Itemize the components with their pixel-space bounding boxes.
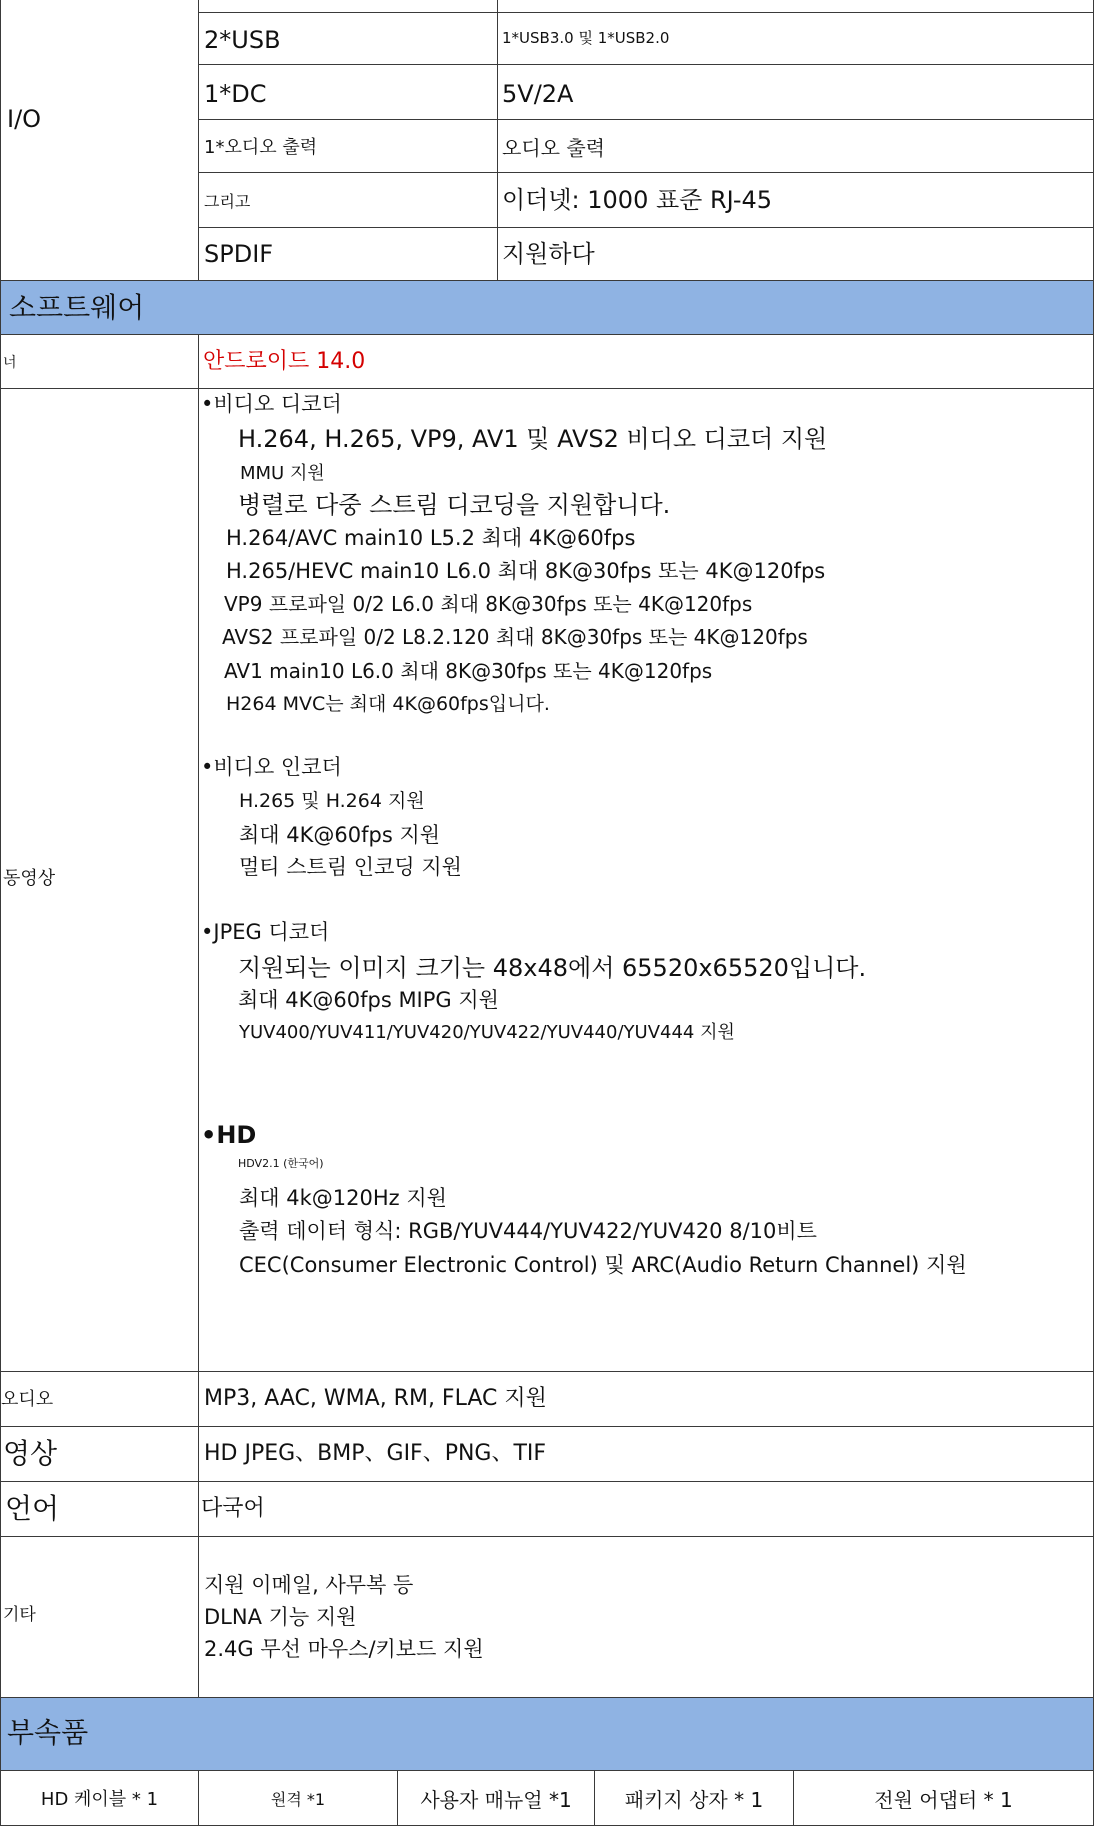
- accessory-item-text: 패키지 상자 * 1: [624, 1787, 764, 1812]
- jpeg-decoder-line: 최대 4K@60fps MIPG 지원: [238, 988, 499, 1012]
- video-encoder-title: •비디오 인코더: [201, 755, 342, 779]
- accessory-item-text: 전원 어댑터 * 1: [874, 1787, 1013, 1812]
- io-row-spdif-value-text: 지원하다: [502, 240, 595, 268]
- io-row-dc-name: [198, 64, 498, 120]
- video-encoder-line: H.265 및 H.264 지원: [239, 790, 425, 812]
- io-row-lan-value: [497, 172, 1094, 228]
- hd-line: HDV2.1 (한국어): [238, 1157, 324, 1170]
- accessory-item: [793, 1770, 1094, 1826]
- accessory-item: [397, 1770, 595, 1826]
- image-label-cell: [0, 1426, 199, 1482]
- etc-value-cell: [198, 1536, 1094, 1698]
- etc-label-cell: [0, 1536, 199, 1698]
- os-label-cell: [0, 334, 199, 389]
- video-decoder-line: MMU 지원: [240, 463, 325, 484]
- io-row-dc-value-text: 5V/2A: [502, 80, 574, 108]
- accessory-item-text: 사용자 매뉴얼 *1: [420, 1787, 572, 1812]
- video-value-cell: [198, 388, 1094, 1372]
- io-label-cell: [0, 0, 199, 281]
- io-row-dc-value: [497, 64, 1094, 120]
- lang-value: 다국어: [201, 1496, 265, 1521]
- io-row-spdif-value: [497, 227, 1094, 281]
- io-row-usb-value-text: 1*USB3.0 및 1*USB2.0: [502, 29, 670, 47]
- io-row-dc-name-text: 1*DC: [204, 80, 267, 108]
- hd-line: 출력 데이터 형식: RGB/YUV444/YUV422/YUV420 8/10비트: [239, 1219, 817, 1243]
- accessory-item-text: HD 케이블 * 1: [40, 1789, 159, 1810]
- io-row-spdif-name-text: SPDIF: [204, 240, 274, 268]
- software-header: [0, 280, 1094, 335]
- image-value-cell: [198, 1426, 1094, 1482]
- video-label: 동영상: [3, 868, 56, 889]
- video-decoder-line: AVS2 프로파일 0/2 L8.2.120 최대 8K@30fps 또는 4K@120fps: [222, 625, 808, 649]
- etc-line: DLNA 기능 지원: [204, 1605, 357, 1629]
- io-row-lan-value-text: 이더넷: 1000 표준 RJ-45: [502, 186, 773, 214]
- audio-value: MP3, AAC, WMA, RM, FLAC 지원: [204, 1386, 547, 1411]
- software-header-text: 소프트웨어: [9, 291, 145, 324]
- lang-label-cell: [0, 1481, 199, 1537]
- io-row-audio-name-text: 1*오디오 출력: [204, 137, 318, 158]
- video-decoder-title: •비디오 디코더: [201, 392, 342, 416]
- hd-line: CEC(Consumer Electronic Control) 및 ARC(Audio Return Channel) 지원: [239, 1253, 967, 1277]
- jpeg-decoder-title: •JPEG 디코더: [201, 920, 330, 944]
- jpeg-decoder-line: YUV400/YUV411/YUV420/YUV422/YUV440/YUV444 지원: [239, 1022, 735, 1043]
- accessories-header: [0, 1697, 1094, 1771]
- jpeg-decoder-line: 지원되는 이미지 크기는 48x48에서 65520x65520입니다.: [238, 954, 867, 982]
- io-row-usb-name: [198, 12, 498, 65]
- etc-label: 기타: [3, 1605, 36, 1625]
- io-row-lan-name-text: 그리고: [204, 192, 251, 211]
- accessory-item: [594, 1770, 794, 1826]
- image-value: HD JPEG、BMP、GIF、PNG、TIF: [204, 1441, 547, 1466]
- accessory-item-text: 원격 *1: [270, 1789, 326, 1809]
- os-value: 안드로이드 14.0: [203, 349, 366, 374]
- lang-value-cell: [198, 1481, 1094, 1537]
- video-encoder-line: 최대 4K@60fps 지원: [239, 823, 441, 847]
- video-decoder-line: VP9 프로파일 0/2 L6.0 최대 8K@30fps 또는 4K@120fps: [224, 592, 753, 616]
- accessory-item: [198, 1770, 398, 1826]
- image-label: 영상: [3, 1437, 58, 1470]
- video-decoder-line: H264 MVC는 최대 4K@60fps입니다.: [226, 693, 550, 715]
- io-row-audio-name: [198, 119, 498, 173]
- io-label: I/O: [7, 105, 42, 133]
- etc-line: 2.4G 무선 마우스/키보드 지원: [204, 1637, 484, 1661]
- video-decoder-line: AV1 main10 L6.0 최대 8K@30fps 또는 4K@120fps: [224, 659, 713, 683]
- accessory-item: [0, 1770, 199, 1826]
- hd-title: •HD: [201, 1121, 257, 1149]
- hd-line: 최대 4k@120Hz 지원: [239, 1186, 447, 1210]
- video-decoder-line: H.264, H.265, VP9, AV1 및 AVS2 비디오 디코더 지원: [238, 425, 828, 453]
- accessories-header-text: 부속품: [7, 1716, 89, 1749]
- video-label-cell: [0, 388, 199, 1372]
- audio-label: 오디오: [1, 1389, 54, 1410]
- os-label: 너: [3, 355, 17, 371]
- lang-label: 언어: [5, 1492, 60, 1525]
- etc-line: 지원 이메일, 사무복 등: [204, 1573, 414, 1597]
- audio-label-cell: [0, 1371, 199, 1427]
- io-row-audio-value-text: 오디오 출력: [502, 136, 605, 160]
- audio-value-cell: [198, 1371, 1094, 1427]
- io-row-spdif-name: [198, 227, 498, 281]
- io-row-usb-value: [497, 12, 1094, 65]
- video-decoder-line: H.265/HEVC main10 L6.0 최대 8K@30fps 또는 4K@120fps: [226, 559, 826, 583]
- io-row-audio-value: [497, 119, 1094, 173]
- video-decoder-line: H.264/AVC main10 L5.2 최대 4K@60fps: [226, 526, 636, 550]
- video-decoder-line: 병렬로 다중 스트림 디코딩을 지원합니다.: [238, 491, 671, 519]
- io-row-usb-name-text: 2*USB: [204, 26, 281, 54]
- io-row-lan-name: [198, 172, 498, 228]
- video-encoder-line: 멀티 스트림 인코딩 지원: [239, 855, 462, 879]
- os-value-cell: [198, 334, 1094, 389]
